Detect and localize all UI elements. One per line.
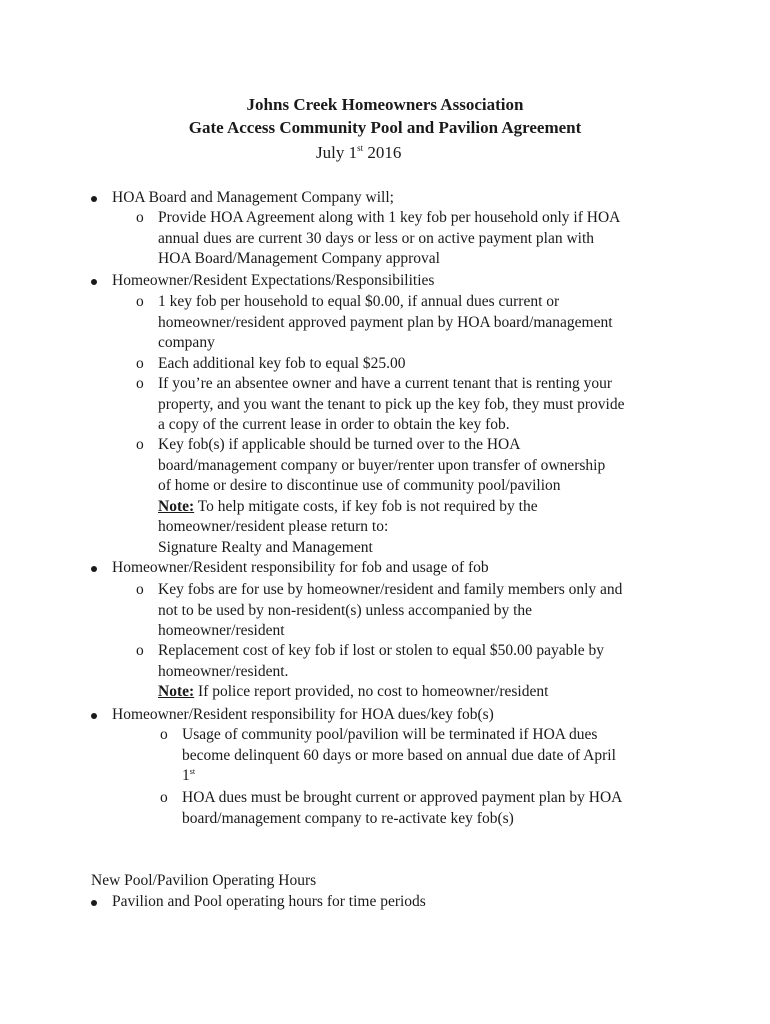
- bullet-icon: [91, 713, 97, 719]
- text-line: property, and you want the tenant to pick up the key fob, they must provide: [158, 395, 625, 413]
- text-line: 1 key fob per household to equal $0.00, if annual dues current or: [158, 293, 560, 310]
- section-2-heading: Homeowner/Resident Expectations/Responsibilities: [112, 272, 435, 289]
- text-line: [182, 766, 702, 787]
- doc-date: [316, 142, 401, 164]
- text-line: Key fobs are for use by homeowner/resident and family members only and: [158, 581, 623, 598]
- circle-bullet-icon: o: [136, 581, 144, 598]
- note-label: Note:: [158, 683, 195, 700]
- section-1-heading: HOA Board and Management Company will;: [112, 189, 394, 206]
- text-line: HOA Board/Management Company approval: [158, 250, 440, 267]
- date-superscript: st: [357, 143, 364, 153]
- text-line: Key fob(s) if applicable should be turned over to the HOA: [158, 436, 521, 453]
- section-4-item-1: [182, 725, 702, 787]
- section-4-item-2: [182, 788, 702, 829]
- text-line: Each additional key fob to equal $25.00: [158, 355, 406, 372]
- section-2-item-4: [158, 435, 698, 558]
- doc-title-line2: Gate Access Community Pool and Pavilion Agreement: [188, 118, 582, 137]
- circle-bullet-icon: o: [136, 355, 144, 372]
- text-line: board/management company to re-activate key fob(s): [182, 809, 514, 827]
- section-4-heading: Homeowner/Resident responsibility for HOA dues/key fob(s): [112, 706, 494, 723]
- circle-bullet-icon: o: [136, 209, 144, 226]
- text-line: homeowner/resident approved payment plan by HOA board/management: [158, 313, 613, 331]
- superscript: st: [189, 767, 196, 776]
- bullet-icon: [91, 900, 97, 906]
- section-3-heading: Homeowner/Resident responsibility for fob and usage of fob: [112, 559, 489, 576]
- text-line: HOA dues must be brought current or approved payment plan by HOA: [182, 789, 623, 806]
- bullet-icon: [91, 566, 97, 572]
- text-line: of home or desire to discontinue use of community pool/pavilion: [158, 477, 561, 494]
- note-line: [158, 497, 698, 518]
- hours-heading: New Pool/Pavilion Operating Hours: [91, 872, 317, 889]
- section-2-item-1: [158, 292, 698, 354]
- text-line: not to be used by non-resident(s) unless accompanied by the: [158, 601, 533, 619]
- text-line: Signature Realty and Management: [158, 538, 373, 556]
- date-year: 2016: [363, 143, 402, 162]
- note-text: To help mitigate costs, if key fob is not required by the: [194, 497, 538, 515]
- section-3-item-2: [158, 641, 698, 703]
- section-1-item-1: [158, 208, 698, 270]
- circle-bullet-icon: o: [160, 789, 168, 806]
- text-line: Usage of community pool/pavilion will be terminated if HOA dues: [182, 726, 598, 743]
- text-line: Provide HOA Agreement along with 1 key fob per household only if HOA: [158, 209, 621, 226]
- date-prefix: July 1: [316, 143, 358, 162]
- bullet-icon: [91, 196, 97, 202]
- doc-title-line1: Johns Creek Homeowners Association: [246, 95, 524, 114]
- text-line: board/management company or buyer/renter upon transfer of ownership: [158, 456, 606, 474]
- note-label: Note:: [158, 497, 195, 515]
- section-3-item-1: [158, 580, 698, 642]
- circle-bullet-icon: o: [136, 375, 144, 392]
- text-line: homeowner/resident please return to:: [158, 518, 389, 535]
- text-line: a copy of the current lease in order to obtain the key fob.: [158, 416, 510, 433]
- hours-bullet: Pavilion and Pool operating hours for time periods: [112, 893, 426, 910]
- bullet-icon: [91, 279, 97, 285]
- text-line: become delinquent 60 days or more based on annual due date of April: [182, 746, 616, 764]
- note-line: [158, 682, 698, 703]
- text-line: company: [158, 334, 215, 351]
- text-line: homeowner/resident.: [158, 662, 289, 680]
- circle-bullet-icon: o: [136, 642, 144, 659]
- section-2-item-3: [158, 374, 698, 436]
- note-text: If police report provided, no cost to homeowner/resident: [194, 683, 549, 700]
- section-2-item-2: [158, 354, 698, 375]
- text-line: If you’re an absentee owner and have a current tenant that is renting your: [158, 375, 613, 392]
- circle-bullet-icon: o: [136, 436, 144, 453]
- text-run: 1: [182, 767, 190, 784]
- circle-bullet-icon: o: [160, 726, 168, 743]
- circle-bullet-icon: o: [136, 293, 144, 310]
- text-line: Replacement cost of key fob if lost or stolen to equal $50.00 payable by: [158, 642, 604, 659]
- text-line: homeowner/resident: [158, 622, 285, 639]
- text-line: annual dues are current 30 days or less or on active payment plan with: [158, 229, 595, 247]
